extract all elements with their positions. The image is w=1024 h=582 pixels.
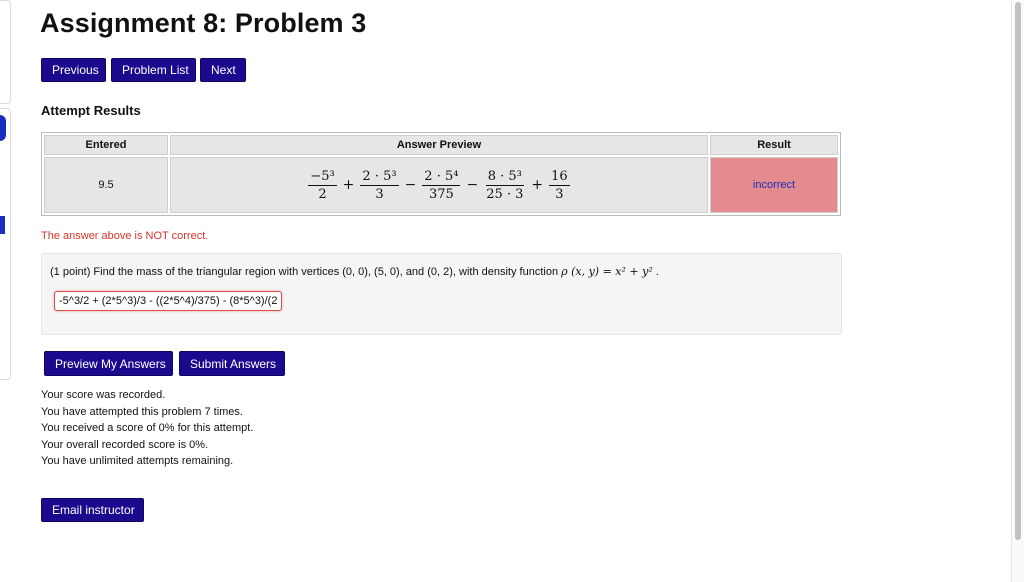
problem-statement [50,265,659,278]
left-sidebar-edge [0,0,12,582]
problem-panel [41,253,842,335]
fraction-numerator: 8 · 5³ [487,168,522,184]
math-fraction [484,169,525,202]
email-instructor-button[interactable]: Email instructor [41,498,144,522]
score-line: Your score was recorded. [41,389,166,401]
math-operator: − [466,177,479,193]
fraction-denominator: 375 [428,186,454,202]
page-title: Assignment 8: Problem 3 [40,8,367,38]
math-fraction [308,169,336,202]
scrollbar-thumb[interactable] [1015,2,1021,540]
submit-answers-button[interactable]: Submit Answers [179,351,285,376]
next-button[interactable]: Next [200,58,246,82]
answer-preview-math [308,169,569,202]
score-line: You have attempted this problem 7 times. [41,405,243,418]
incorrect-message: The answer above is NOT correct. [41,230,209,242]
score-line: Your overall recorded score is 0%. [41,438,209,451]
column-header-result: Result [710,135,838,155]
fraction-numerator: 2 · 5⁴ [424,168,459,184]
fraction-denominator: 3 [375,186,384,202]
math-operator: + [531,177,544,193]
answer-input[interactable] [54,291,282,311]
density-function-math: ρ (x, y) = x² + y² [561,265,653,278]
problem-text-before: (1 point) Find the mass of the triangular region with vertices (0, 0), (5, 0), and (0, 2), with density function [50,266,562,278]
problem-list-button[interactable]: Problem List [111,58,196,82]
attempt-results-table [41,132,841,216]
entered-value: 9.5 [44,157,168,213]
sidebar-panel-top [0,0,11,104]
fraction-denominator: 25 · 3 [486,186,524,202]
fraction-numerator: 2 · 5³ [362,168,397,184]
answer-preview-cell [170,157,708,213]
fraction-denominator: 3 [555,186,564,202]
attempt-results-heading: Attempt Results [41,103,141,118]
vertical-scrollbar[interactable] [1011,0,1024,582]
math-fraction [549,169,570,202]
math-operator: − [404,177,417,193]
preview-answers-button[interactable]: Preview My Answers [44,351,173,376]
column-header-entered: Entered [44,135,168,155]
result-status-incorrect: incorrect [710,157,838,213]
math-fraction [422,169,460,202]
column-header-answer-preview: Answer Preview [170,135,708,155]
score-summary [41,387,253,470]
table-header-row [44,135,838,155]
score-line: You received a score of 0% for this attempt. [41,422,254,434]
math-operator: + [342,177,355,193]
math-fraction [360,169,398,202]
sidebar-panel-bottom [0,108,11,380]
fraction-numerator: −5³ [310,168,335,184]
sidebar-marker[interactable] [0,216,5,234]
score-line: You have unlimited attempts remaining. [41,455,234,467]
problem-text-after: . [652,266,659,278]
fraction-numerator: 16 [551,168,568,184]
fraction-denominator: 2 [318,186,327,202]
previous-button[interactable]: Previous [41,58,106,82]
table-row [44,157,838,213]
sidebar-active-marker[interactable] [0,115,6,141]
